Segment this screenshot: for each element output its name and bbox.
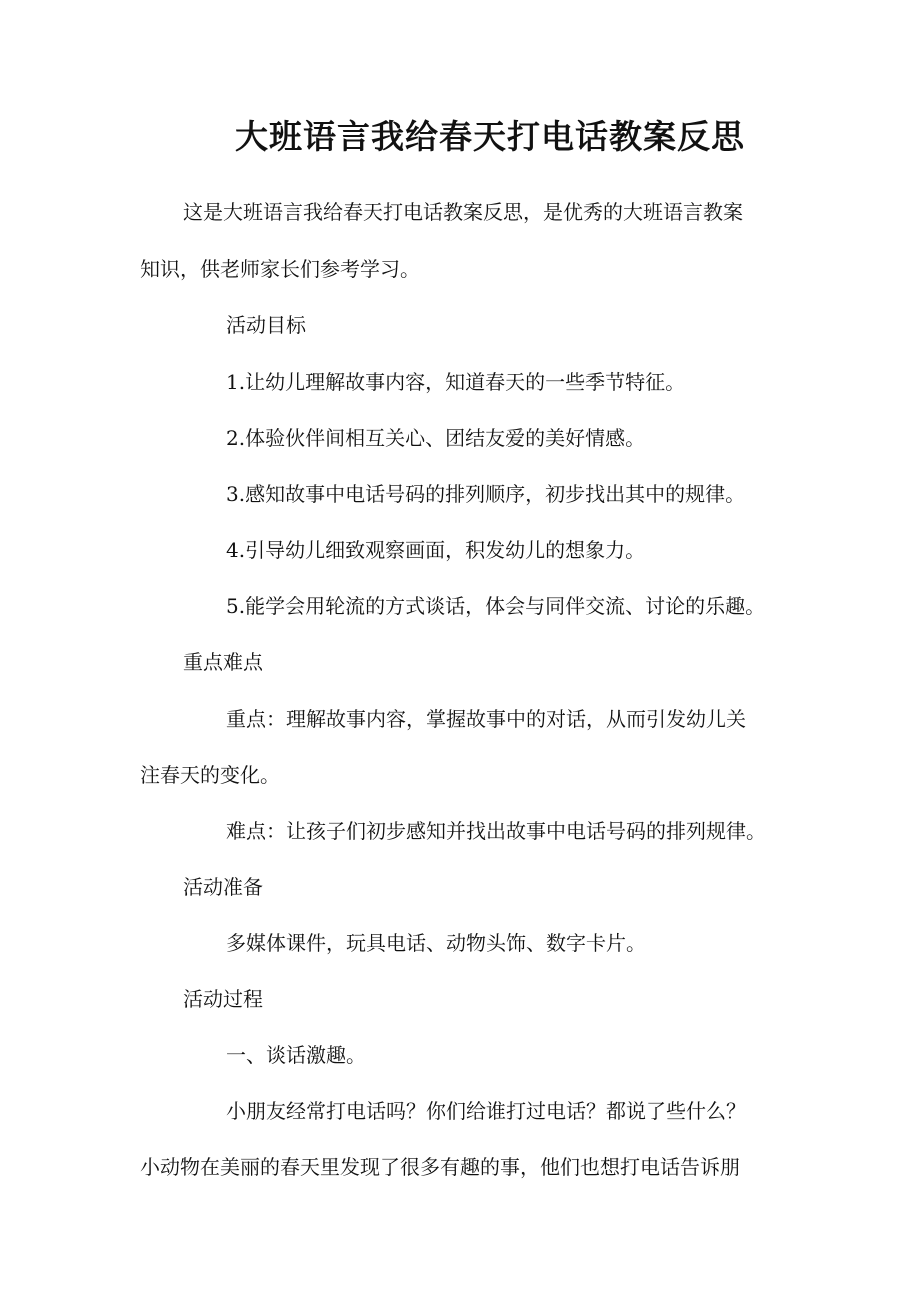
goal-item-1: 1.让幼儿理解故事内容，知道春天的一些季节特征。 [226,370,686,394]
step1-line-2: 小动物在美丽的春天里发现了很多有趣的事，他们也想打电话告诉朋 [140,1155,740,1179]
prep-line: 多媒体课件，玩具电话、动物头饰、数字卡片。 [226,931,646,955]
intro-line-1: 这是大班语言我给春天打电话教案反思，是优秀的大班语言教案 [183,200,743,224]
key-point-line-2: 注春天的变化。 [140,763,280,787]
prep-heading: 活动准备 [183,875,263,899]
difficulty-line: 难点：让孩子们初步感知并找出故事中电话号码的排列规律。 [226,819,766,843]
goals-heading: 活动目标 [226,313,306,337]
key-point-line-1: 重点：理解故事内容，掌握故事中的对话，从而引发幼儿关 [226,707,746,731]
step1-heading: 一、谈话激趣。 [226,1043,366,1067]
step1-line-1: 小朋友经常打电话吗？你们给谁打过电话？都说了些什么？ [226,1099,746,1123]
goal-item-5: 5.能学会用轮流的方式谈话，体会与同伴交流、讨论的乐趣。 [226,594,766,618]
process-heading: 活动过程 [183,987,263,1011]
intro-line-2: 知识，供老师家长们参考学习。 [140,257,420,281]
key-heading: 重点难点 [183,650,263,674]
goal-item-2: 2.体验伙伴间相互关心、团结友爱的美好情感。 [226,426,646,450]
goal-item-4: 4.引导幼儿细致观察画面，积发幼儿的想象力。 [226,538,646,562]
document-title: 大班语言我给春天打电话教案反思 [235,117,745,156]
goal-item-3: 3.感知故事中电话号码的排列顺序，初步找出其中的规律。 [226,482,746,506]
